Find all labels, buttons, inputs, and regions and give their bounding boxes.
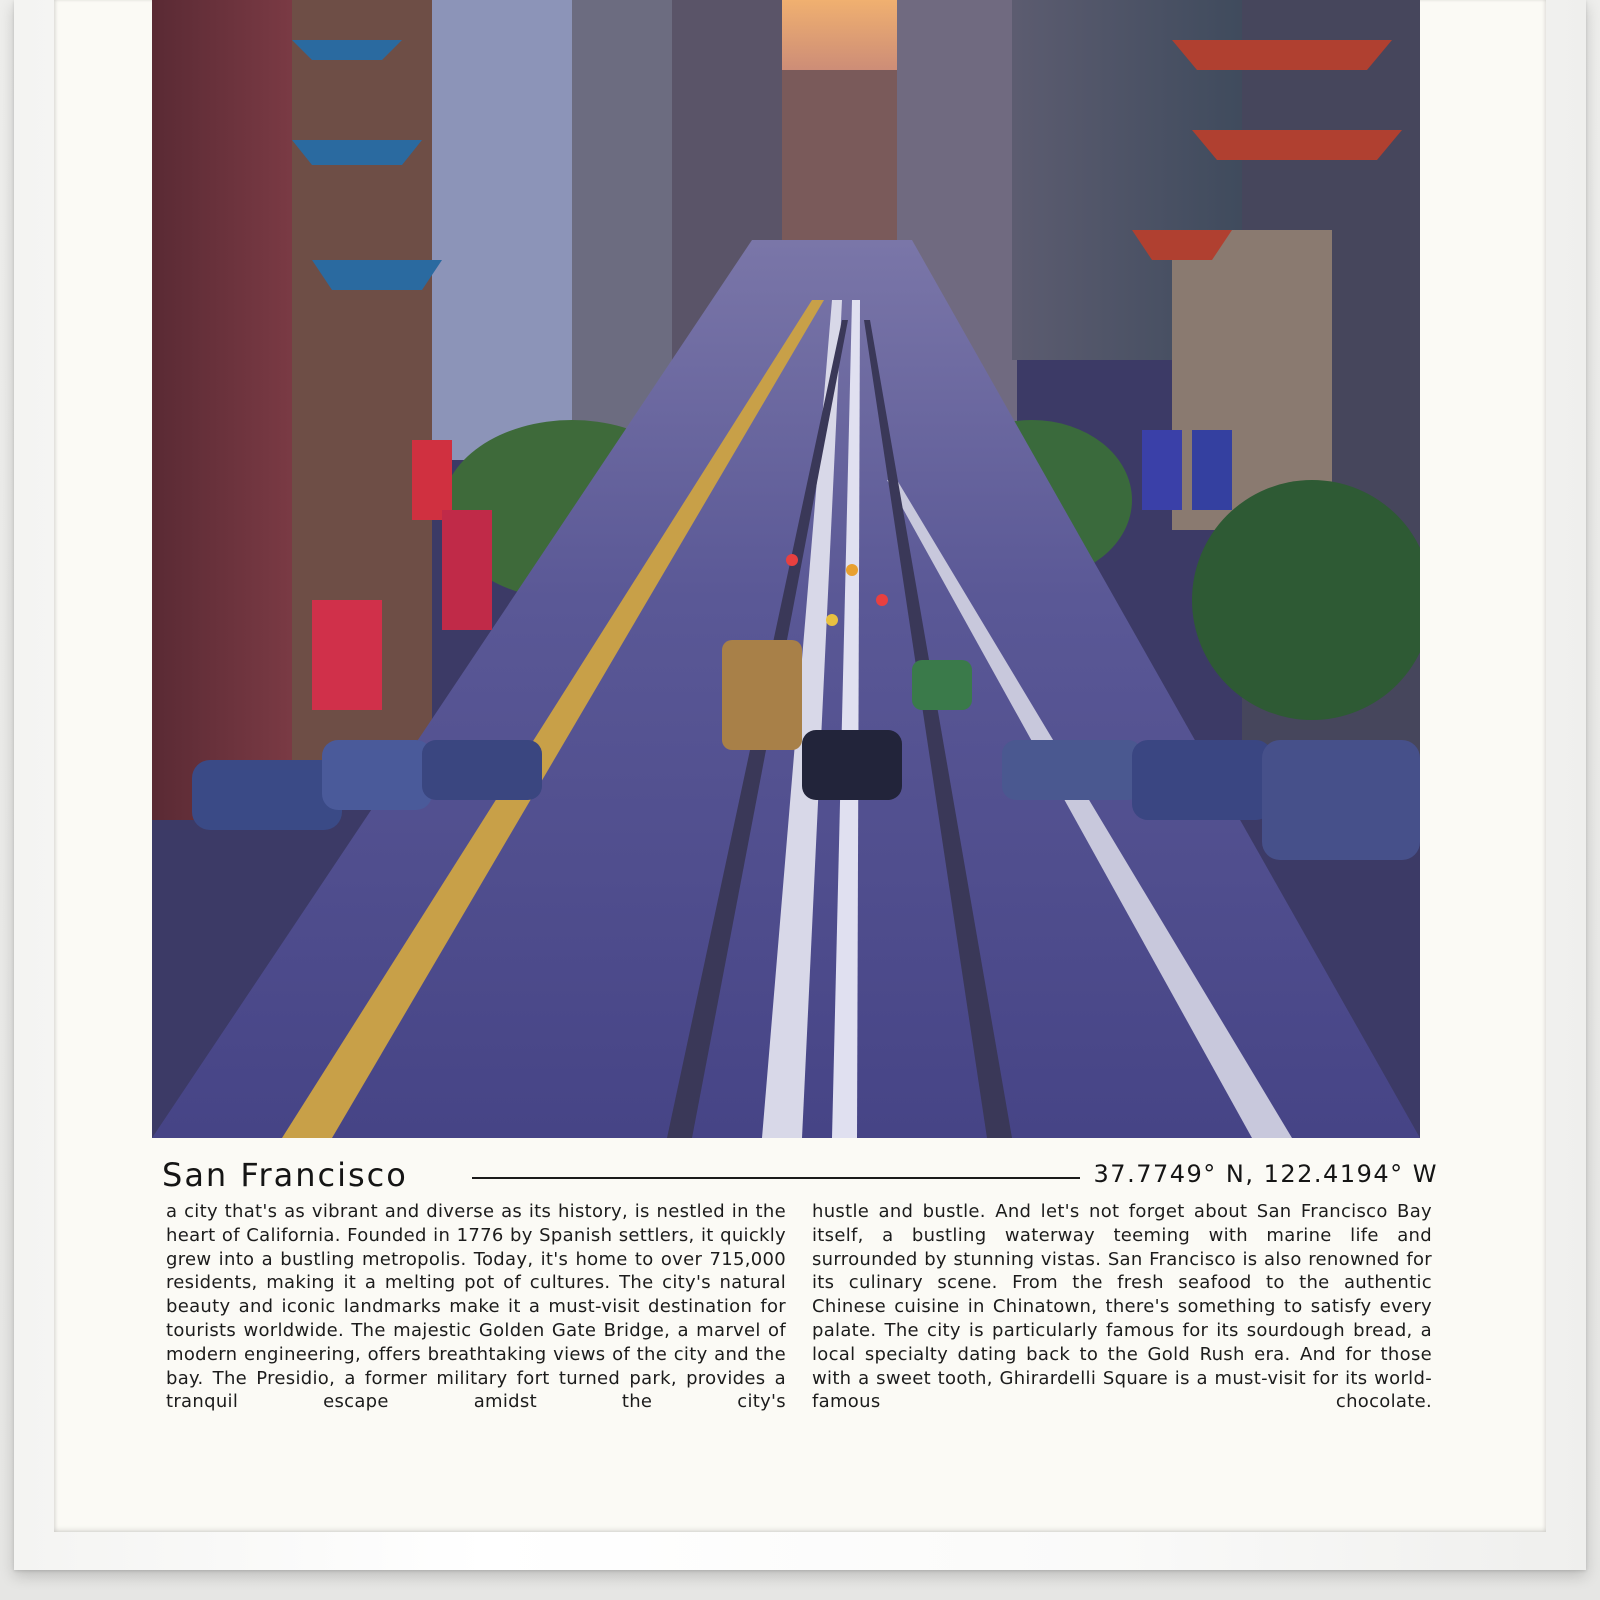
city-street-painting	[152, 0, 1420, 1138]
title-divider-line	[472, 1177, 1080, 1179]
description-right-column: hustle and bustle. And let's not forget about San Francisco Bay itself, a bustling waterway teeming with marine life and surrounded by stunning vistas. San Francisco is also renowned for its culinary scene. From the fresh seafood to the authentic Chinese cuisine in Chinatown, there's something to satisfy every palate. The city is particularly famous for its sourdough bread, a local specialty dating back to the Gold Rush era. And for those with a sweet tooth, Ghirardelli Square is a must-visit for its world-famous chocolate.	[812, 1201, 1432, 1413]
coordinates-label: 37.7749° N, 122.4194° W	[1093, 1160, 1438, 1188]
caption-row	[162, 1156, 1438, 1196]
description-left-column: a city that's as vibrant and diverse as its history, is nestled in the heart of California. Founded in 1776 by Spanish settlers, it quickly grew into a bustling metropolis. Today, it's home to over 715,000 residents, making it a melting pot of cultures. The city's natural beauty and iconic landmarks make it a must-visit destination for tourists worldwide. The majestic Golden Gate Bridge, a marvel of modern engineering, offers breathtaking views of the city and the bay. The Presidio, a former military fort turned park, provides a tranquil escape amidst the city's	[166, 1201, 786, 1413]
city-title: San Francisco	[162, 1156, 408, 1194]
